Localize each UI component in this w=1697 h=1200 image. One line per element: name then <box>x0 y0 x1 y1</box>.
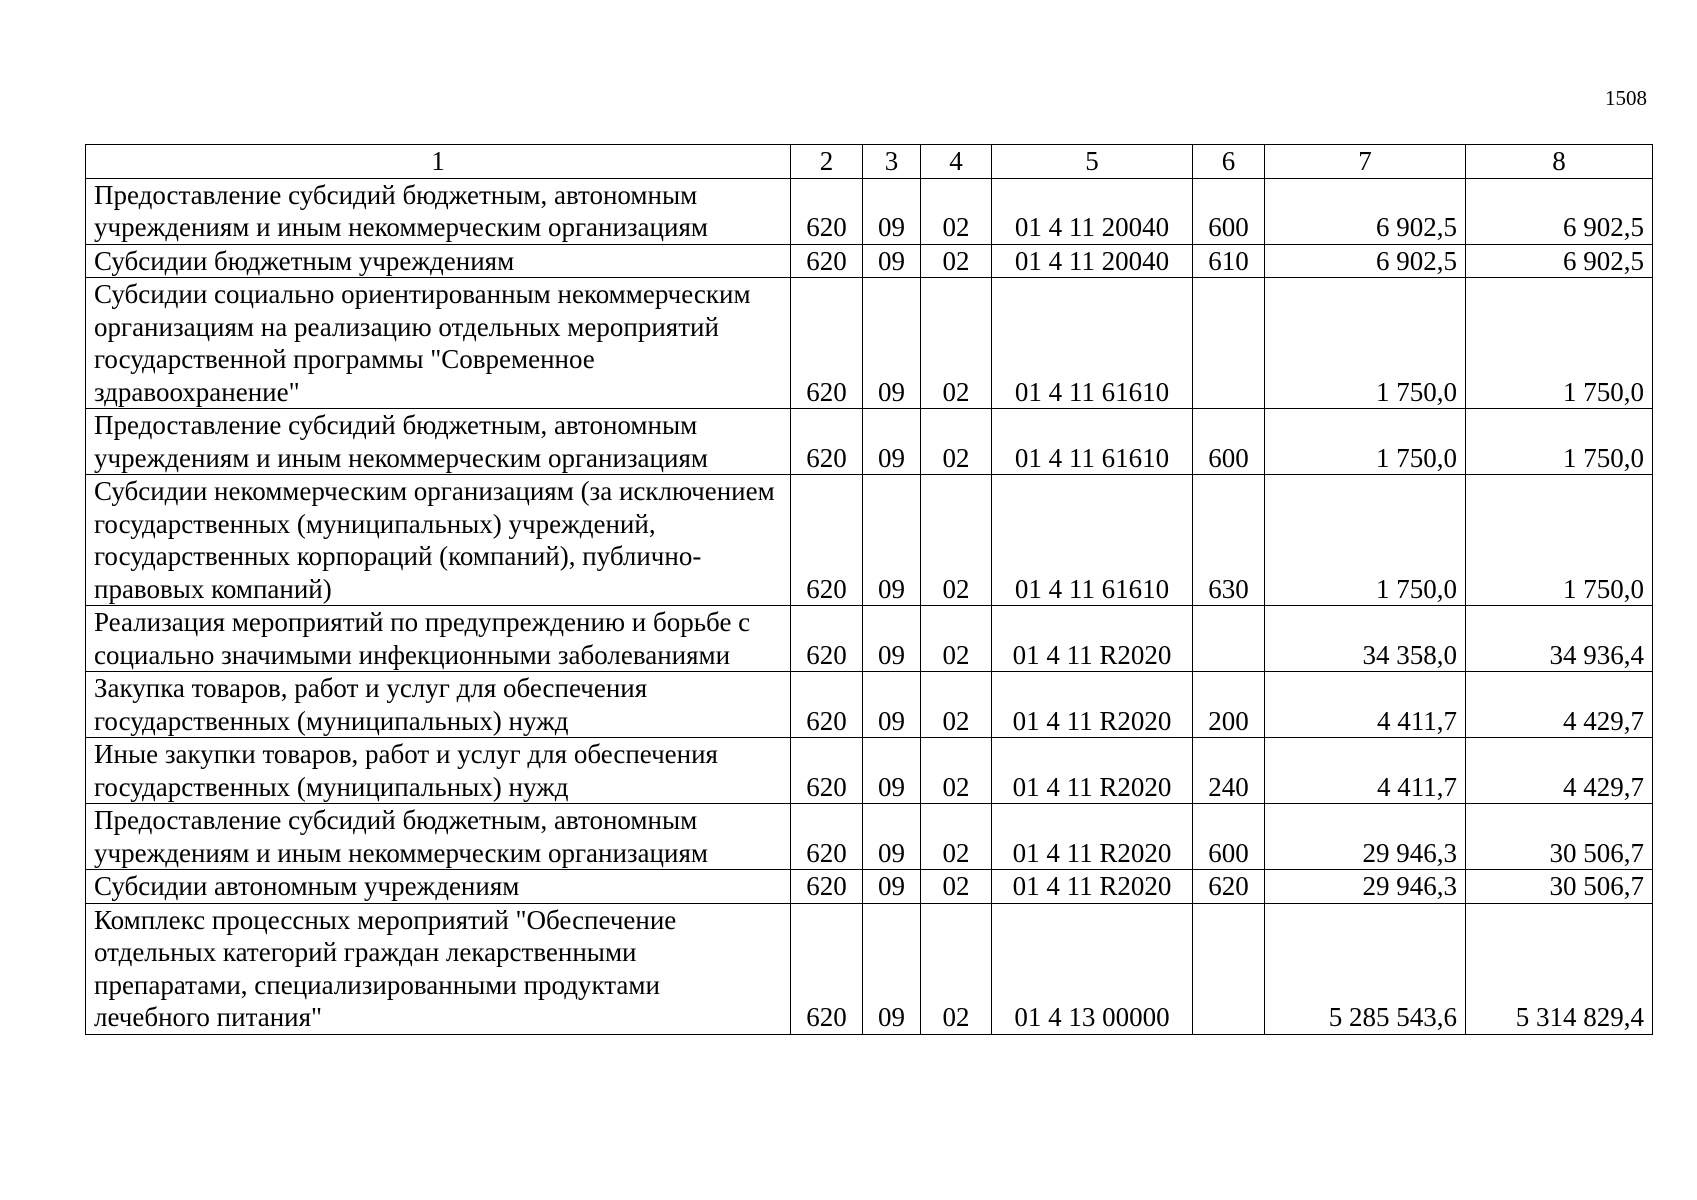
row-target-article-cell: 01 4 11 R2020 <box>992 738 1193 804</box>
row-name-cell: Комплекс процессных мероприятий "Обеспечение отдельных категорий граждан лекарственными препаратами, специализированными продуктами лечебного питания" <box>86 903 791 1034</box>
row-admin-code-cell: 620 <box>791 870 863 904</box>
header-cell-5: 5 <box>992 145 1193 179</box>
row-target-article-cell: 01 4 11 61610 <box>992 409 1193 475</box>
page-number: 1508 <box>1605 86 1647 110</box>
row-section-cell: 09 <box>863 672 921 738</box>
row-admin-code-cell: 620 <box>791 244 863 278</box>
row-expense-type-cell: 600 <box>1193 409 1265 475</box>
row-name-cell: Иные закупки товаров, работ и услуг для обеспечения государственных (муниципальных) нужд <box>86 738 791 804</box>
row-expense-type-cell: 600 <box>1193 804 1265 870</box>
row-section-cell: 09 <box>863 475 921 606</box>
row-expense-type-cell: 620 <box>1193 870 1265 904</box>
row-amount-year2-cell: 34 936,4 <box>1466 606 1653 672</box>
row-subsection-cell: 02 <box>921 738 992 804</box>
row-target-article-cell: 01 4 11 R2020 <box>992 606 1193 672</box>
row-amount-year1-cell: 4 411,7 <box>1265 672 1466 738</box>
row-subsection-cell: 02 <box>921 178 992 244</box>
row-admin-code-cell: 620 <box>791 672 863 738</box>
row-amount-year2-cell: 1 750,0 <box>1466 409 1653 475</box>
row-amount-year2-cell: 1 750,0 <box>1466 475 1653 606</box>
row-amount-year1-cell: 1 750,0 <box>1265 409 1466 475</box>
row-amount-year1-cell: 4 411,7 <box>1265 738 1466 804</box>
row-expense-type-cell: 610 <box>1193 244 1265 278</box>
row-target-article-cell: 01 4 13 00000 <box>992 903 1193 1034</box>
row-target-article-cell: 01 4 11 R2020 <box>992 804 1193 870</box>
row-expense-type-cell <box>1193 606 1265 672</box>
row-section-cell: 09 <box>863 278 921 409</box>
row-amount-year1-cell: 6 902,5 <box>1265 178 1466 244</box>
row-amount-year2-cell: 6 902,5 <box>1466 178 1653 244</box>
row-amount-year1-cell: 1 750,0 <box>1265 278 1466 409</box>
header-cell-4: 4 <box>921 145 992 179</box>
row-amount-year1-cell: 1 750,0 <box>1265 475 1466 606</box>
row-admin-code-cell: 620 <box>791 475 863 606</box>
header-cell-8: 8 <box>1466 145 1653 179</box>
row-name-cell: Закупка товаров, работ и услуг для обеспечения государственных (муниципальных) нужд <box>86 672 791 738</box>
header-row <box>86 145 1653 179</box>
table-row <box>86 804 1653 870</box>
row-section-cell: 09 <box>863 178 921 244</box>
row-section-cell: 09 <box>863 903 921 1034</box>
row-target-article-cell: 01 4 11 R2020 <box>992 672 1193 738</box>
row-subsection-cell: 02 <box>921 672 992 738</box>
table-row <box>86 903 1653 1034</box>
row-target-article-cell: 01 4 11 R2020 <box>992 870 1193 904</box>
row-subsection-cell: 02 <box>921 475 992 606</box>
row-expense-type-cell <box>1193 278 1265 409</box>
header-cell-1: 1 <box>86 145 791 179</box>
row-target-article-cell: 01 4 11 20040 <box>992 244 1193 278</box>
row-subsection-cell: 02 <box>921 409 992 475</box>
row-amount-year1-cell: 6 902,5 <box>1265 244 1466 278</box>
row-expense-type-cell: 630 <box>1193 475 1265 606</box>
row-expense-type-cell <box>1193 903 1265 1034</box>
row-amount-year2-cell: 4 429,7 <box>1466 672 1653 738</box>
row-admin-code-cell: 620 <box>791 606 863 672</box>
header-cell-3: 3 <box>863 145 921 179</box>
row-admin-code-cell: 620 <box>791 903 863 1034</box>
row-subsection-cell: 02 <box>921 606 992 672</box>
row-amount-year1-cell: 29 946,3 <box>1265 870 1466 904</box>
row-section-cell: 09 <box>863 870 921 904</box>
row-subsection-cell: 02 <box>921 278 992 409</box>
header-cell-7: 7 <box>1265 145 1466 179</box>
row-target-article-cell: 01 4 11 61610 <box>992 475 1193 606</box>
row-name-cell: Субсидии некоммерческим организациям (за исключением государственных (муниципальных) учреждений, государственных корпораций (компаний), публично-правовых компаний) <box>86 475 791 606</box>
row-amount-year2-cell: 6 902,5 <box>1466 244 1653 278</box>
row-name-cell: Реализация мероприятий по предупреждению и борьбе с социально значимыми инфекционными заболеваниями <box>86 606 791 672</box>
row-subsection-cell: 02 <box>921 804 992 870</box>
row-subsection-cell: 02 <box>921 903 992 1034</box>
row-name-cell: Предоставление субсидий бюджетным, автономным учреждениям и иным некоммерческим организациям <box>86 409 791 475</box>
row-amount-year1-cell: 29 946,3 <box>1265 804 1466 870</box>
row-amount-year1-cell: 34 358,0 <box>1265 606 1466 672</box>
row-name-cell: Предоставление субсидий бюджетным, автономным учреждениям и иным некоммерческим организациям <box>86 804 791 870</box>
row-amount-year2-cell: 5 314 829,4 <box>1466 903 1653 1034</box>
row-name-cell: Предоставление субсидий бюджетным, автономным учреждениям и иным некоммерческим организациям <box>86 178 791 244</box>
row-subsection-cell: 02 <box>921 244 992 278</box>
row-amount-year2-cell: 1 750,0 <box>1466 278 1653 409</box>
row-amount-year2-cell: 30 506,7 <box>1466 804 1653 870</box>
table-row <box>86 278 1653 409</box>
row-name-cell: Субсидии бюджетным учреждениям <box>86 244 791 278</box>
row-amount-year2-cell: 4 429,7 <box>1466 738 1653 804</box>
row-subsection-cell: 02 <box>921 870 992 904</box>
row-expense-type-cell: 600 <box>1193 178 1265 244</box>
header-cell-6: 6 <box>1193 145 1265 179</box>
row-admin-code-cell: 620 <box>791 804 863 870</box>
row-expense-type-cell: 240 <box>1193 738 1265 804</box>
table-row <box>86 178 1653 244</box>
row-amount-year2-cell: 30 506,7 <box>1466 870 1653 904</box>
row-admin-code-cell: 620 <box>791 409 863 475</box>
row-admin-code-cell: 620 <box>791 178 863 244</box>
row-name-cell: Субсидии автономным учреждениям <box>86 870 791 904</box>
budget-table <box>85 144 1653 1035</box>
table-row <box>86 606 1653 672</box>
table-row <box>86 870 1653 904</box>
row-amount-year1-cell: 5 285 543,6 <box>1265 903 1466 1034</box>
table-row <box>86 738 1653 804</box>
row-section-cell: 09 <box>863 409 921 475</box>
row-target-article-cell: 01 4 11 61610 <box>992 278 1193 409</box>
table-row <box>86 672 1653 738</box>
row-section-cell: 09 <box>863 804 921 870</box>
row-section-cell: 09 <box>863 606 921 672</box>
table-row <box>86 244 1653 278</box>
row-admin-code-cell: 620 <box>791 738 863 804</box>
row-name-cell: Субсидии социально ориентированным некоммерческим организациям на реализацию отдельных мероприятий государственной программы "Современное здравоохранение" <box>86 278 791 409</box>
row-admin-code-cell: 620 <box>791 278 863 409</box>
table-row <box>86 475 1653 606</box>
table-row <box>86 409 1653 475</box>
row-expense-type-cell: 200 <box>1193 672 1265 738</box>
row-target-article-cell: 01 4 11 20040 <box>992 178 1193 244</box>
header-cell-2: 2 <box>791 145 863 179</box>
row-section-cell: 09 <box>863 244 921 278</box>
row-section-cell: 09 <box>863 738 921 804</box>
